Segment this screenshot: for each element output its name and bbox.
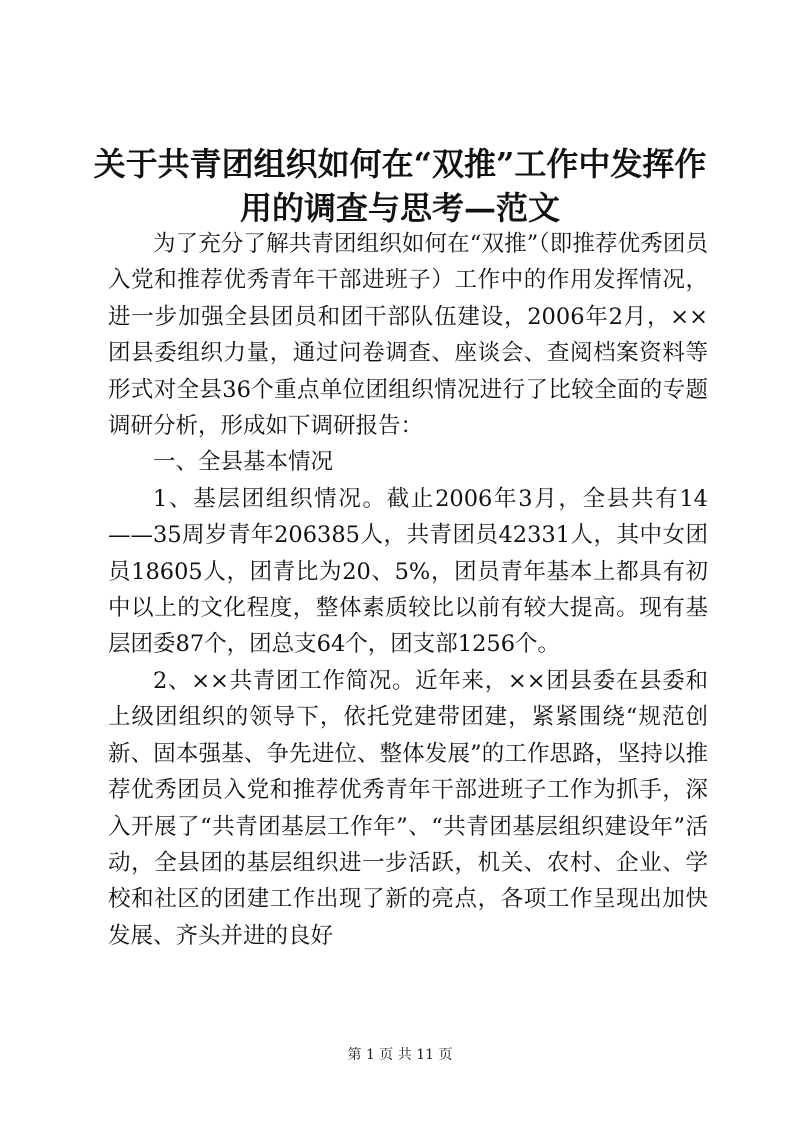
section-heading-basic-situation: 一、全县基本情况 (153, 449, 334, 476)
page-footer: 第 1 页 共 11 页 (347, 1047, 453, 1063)
paragraph-league-work-overview: 2、××共青团工作简况。近年来，××团县委在县委和上级团组织的领导下，依托党建带团建，紧紧围绕“规范创新、固本强基、争先进位、整体发展”的工作思路，坚持以推荐优秀团员入党和推荐优秀青年干部进班子工作为抓手，深入开展了“共青团基层工作年”、“共青团基层组织建设年”活动，全县团的基层组织进一步活跃，机关、农村、企业、学校和社区的团建工作出现了新的亮点，各项工作呈现出加快发展、齐头并进的良好 (108, 667, 708, 949)
paragraph-intro: 为了充分了解共青团组织如何在“双推”（即推荐优秀团员入党和推荐优秀青年干部进班子）工作中的作用发挥情况，进一步加强全县团员和团干部队伍建设，2006年2月，××团县委组织力量，通过问卷调查、座谈会、查阅档案资料等形式对全县36个重点单位团组织情况进行了比较全面的专题调研分析，形成如下调研报告： (108, 231, 708, 440)
title-line-2: 用的调查与思考—范文 (239, 189, 560, 227)
paragraph-grassroots-organization: 1、基层团组织情况。截止2006年3月，全县共有14——35周岁青年206385人，共青团员42331人，其中女团员18605人，团青比为20、5%，团员青年基本上都具有初中以上的文化程度，整体素质较比以前有较大提高。现有基层团委87个，团总支64个，团支部1256个。 (108, 485, 708, 658)
title-line-1: 关于共青团组织如何在“双推”工作中发挥作 (93, 145, 707, 183)
document-title (80, 142, 720, 230)
document-body (108, 226, 708, 954)
